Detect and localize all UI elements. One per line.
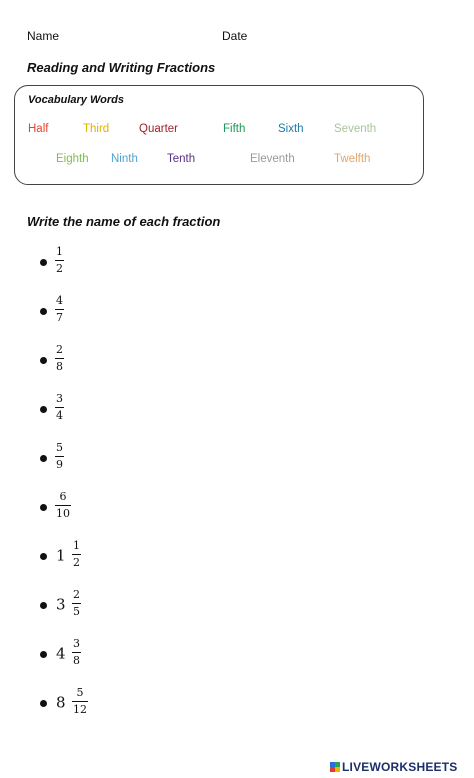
fraction-bar	[55, 358, 64, 359]
vocab-word-fifth: Fifth	[223, 123, 246, 135]
fraction	[72, 637, 81, 668]
fraction-item	[40, 539, 160, 573]
fraction-bar	[72, 554, 81, 555]
denominator: 8	[73, 654, 80, 667]
bullet-icon	[40, 259, 47, 266]
denominator: 7	[56, 311, 63, 324]
fraction-item	[40, 490, 160, 524]
bullet-icon	[40, 308, 47, 315]
fraction	[55, 392, 64, 423]
fraction	[55, 490, 71, 521]
fraction-item	[40, 343, 160, 377]
fraction-bar	[55, 407, 64, 408]
bullet-icon	[40, 602, 47, 609]
fraction-bar	[72, 701, 88, 702]
bullet-icon	[40, 651, 47, 658]
vocab-word-eleventh: Eleventh	[250, 153, 295, 165]
fraction-bar	[55, 505, 71, 506]
numerator: 1	[73, 539, 80, 552]
fraction-item	[40, 392, 160, 426]
bullet-icon	[40, 700, 47, 707]
fraction-item	[40, 294, 160, 328]
numerator: 2	[73, 588, 80, 601]
vocab-word-tenth: Tenth	[167, 153, 196, 165]
page-title: Reading and Writing Fractions	[27, 60, 216, 75]
denominator: 5	[73, 605, 80, 618]
fraction	[72, 588, 81, 619]
fraction-item	[40, 686, 160, 720]
fraction-bar	[55, 260, 64, 261]
numerator: 4	[56, 294, 63, 307]
fraction	[55, 245, 64, 276]
fraction	[55, 343, 64, 374]
denominator: 12	[73, 703, 87, 716]
bullet-icon	[40, 357, 47, 364]
fraction-item	[40, 588, 160, 622]
vocab-word-seventh: Seventh	[334, 123, 377, 135]
numerator: 5	[76, 686, 84, 699]
fraction-item	[40, 637, 160, 671]
denominator: 2	[56, 262, 63, 275]
numerator: 6	[59, 490, 67, 503]
whole-number: 4	[56, 644, 66, 663]
liveworksheets-logo	[330, 760, 457, 774]
vocab-word-quarter: Quarter	[139, 123, 178, 135]
vocabulary-box	[14, 85, 424, 185]
date-label: Date	[222, 29, 248, 43]
denominator: 10	[56, 507, 70, 520]
fraction-bar	[55, 456, 64, 457]
vocab-word-half: Half	[28, 123, 49, 135]
bullet-icon	[40, 553, 47, 560]
fraction-item	[40, 245, 160, 279]
fraction	[55, 294, 64, 325]
numerator: 5	[56, 441, 63, 454]
denominator: 2	[73, 556, 80, 569]
name-label: Name	[27, 29, 60, 43]
numerator: 3	[56, 392, 63, 405]
fraction-bar	[72, 603, 81, 604]
whole-number: 3	[56, 595, 66, 614]
denominator: 4	[56, 409, 63, 422]
vocab-word-twelfth: Twelfth	[334, 153, 371, 165]
vocab-word-eighth: Eighth	[56, 153, 89, 165]
vocab-word-sixth: Sixth	[278, 123, 304, 135]
fraction	[72, 686, 88, 717]
denominator: 8	[56, 360, 63, 373]
numerator: 2	[56, 343, 63, 356]
fraction-item	[40, 441, 160, 475]
vocab-word-ninth: Ninth	[111, 153, 138, 165]
fraction-bar	[55, 309, 64, 310]
fraction	[72, 539, 81, 570]
fraction-bar	[72, 652, 81, 653]
liveworksheets-logo-icon	[330, 762, 340, 772]
vocab-word-third: Third	[83, 123, 110, 135]
vocabulary-title: Vocabulary Words	[28, 94, 124, 106]
bullet-icon	[40, 406, 47, 413]
numerator: 3	[73, 637, 80, 650]
whole-number: 1	[56, 546, 66, 565]
logo-text: LIVEWORKSHEETS	[342, 760, 458, 774]
bullet-icon	[40, 504, 47, 511]
fraction	[55, 441, 64, 472]
numerator: 1	[56, 245, 63, 258]
denominator: 9	[56, 458, 63, 471]
instruction-text: Write the name of each fraction	[27, 214, 221, 229]
whole-number: 8	[56, 693, 66, 712]
bullet-icon	[40, 455, 47, 462]
